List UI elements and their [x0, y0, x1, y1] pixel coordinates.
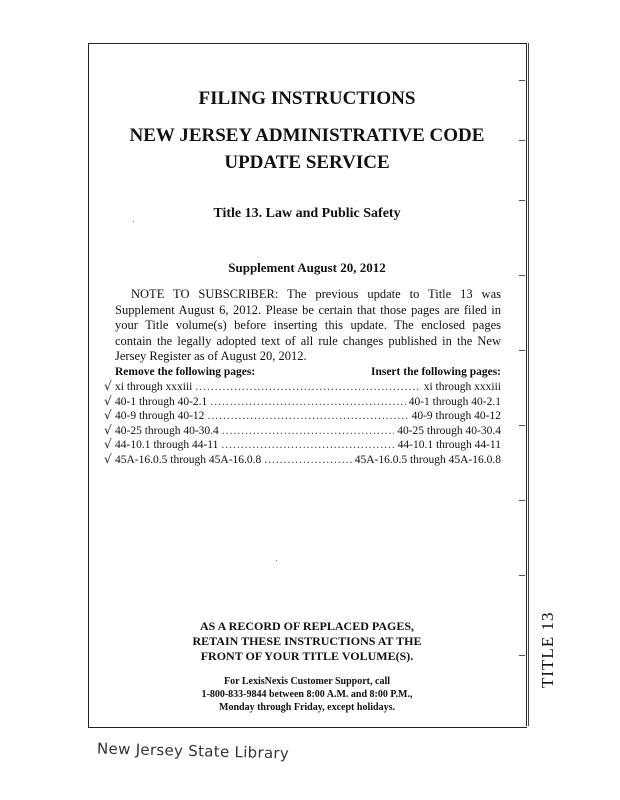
- support-line1: For LexisNexis Customer Support, call: [223, 676, 390, 687]
- scan-speck: [276, 560, 277, 561]
- insert-pages: 40-1 through 40-2.1: [408, 395, 501, 408]
- leader-dots: [207, 410, 408, 422]
- code-heading-line1: NEW JERSEY ADMINISTRATIVE CODE: [129, 125, 485, 146]
- filing-instructions-heading: FILING INSTRUCTIONS: [198, 88, 416, 109]
- remove-pages: 40-9 through 40-12: [115, 410, 205, 422]
- scan-speck: [133, 221, 134, 222]
- check-mark-icon: √: [104, 408, 112, 422]
- check-mark-icon: √: [104, 422, 112, 437]
- insert-pages: 44-10.1 through 44-11: [397, 439, 501, 451]
- leader-dots: [222, 425, 394, 437]
- support-line3: Monday through Friday, except holidays.: [219, 702, 395, 713]
- tab-edge: [528, 43, 529, 726]
- insert-header: Insert the following pages:: [370, 366, 501, 378]
- page-list-header: [115, 366, 501, 381]
- insert-pages: xi through xxxiii: [423, 381, 501, 393]
- record-line1: AS A RECORD OF REPLACED PAGES,: [199, 619, 415, 633]
- page-row: [104, 393, 501, 411]
- page-list: [104, 366, 501, 468]
- page-row: [104, 422, 501, 440]
- supplement-heading: Supplement August 20, 2012: [228, 260, 386, 275]
- leader-dots: [221, 439, 394, 451]
- leader-dots: [195, 381, 420, 393]
- check-mark-icon: √: [104, 393, 112, 408]
- remove-pages: 44-10.1 through 44-11: [115, 439, 219, 451]
- library-stamp: New Jersey State Library: [96, 739, 290, 763]
- leader-dots: [210, 396, 405, 408]
- page-row: [104, 408, 501, 425]
- tab-divider: [526, 43, 527, 726]
- remove-pages: 40-1 through 40-2.1: [115, 395, 208, 408]
- page-row: [104, 451, 501, 469]
- check-mark-icon: √: [104, 451, 112, 466]
- support-line2: 1-800-833-9844 between 8:00 A.M. and 8:00 P.M.,: [201, 689, 413, 700]
- record-notice: [90, 619, 524, 664]
- record-line2: RETAIN THESE INSTRUCTIONS AT THE: [192, 634, 422, 648]
- leader-dots: [264, 454, 351, 466]
- customer-support: [90, 675, 524, 714]
- code-heading: [90, 122, 524, 176]
- record-line3: FRONT OF YOUR TITLE VOLUME(S).: [200, 649, 414, 663]
- title-heading: Title 13. Law and Public Safety: [213, 206, 401, 221]
- remove-header: Remove the following pages:: [115, 366, 256, 378]
- insert-pages: 45A-16.0.5 through 45A-16.0.8: [354, 453, 501, 466]
- side-tab-title: TITLE 13: [538, 611, 557, 689]
- insert-pages: 40-25 through 40-30.4: [397, 424, 501, 437]
- page-row: [104, 379, 501, 396]
- page-row: [104, 437, 501, 454]
- note-to-subscriber: NOTE TO SUBSCRIBER: The previous update to Title 13 was Supplement August 6, 2012. Please be certain that those pages are filed in your Title volume(s) before inserting this update. The enclosed pages contain the legally adopted text of all rule changes published in the New Jersey Register as of August 20, 2012.: [115, 287, 501, 363]
- check-mark-icon: √: [104, 379, 112, 393]
- check-mark-icon: √: [104, 437, 112, 451]
- remove-pages: xi through xxxiii: [115, 381, 193, 393]
- remove-pages: 40-25 through 40-30.4: [115, 424, 219, 437]
- remove-pages: 45A-16.0.5 through 45A-16.0.8: [115, 453, 262, 466]
- code-heading-line2: UPDATE SERVICE: [224, 152, 390, 173]
- insert-pages: 40-9 through 40-12: [411, 410, 501, 422]
